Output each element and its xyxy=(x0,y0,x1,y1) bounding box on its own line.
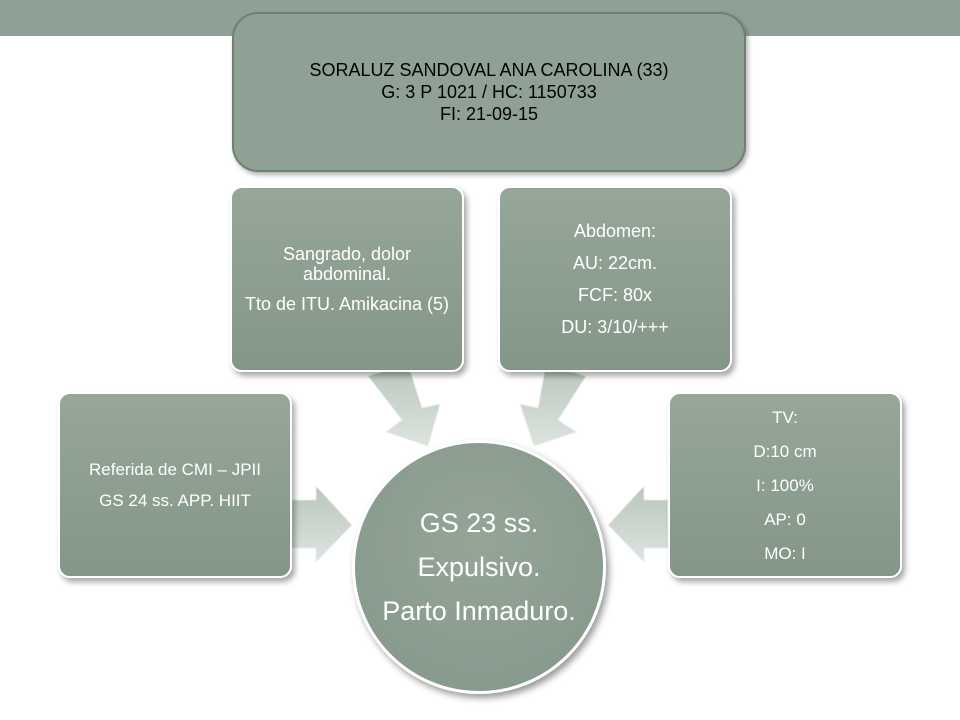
referral-box xyxy=(58,392,292,578)
abdomen-title: Abdomen: xyxy=(573,221,657,241)
tv-title: TV: xyxy=(772,407,798,427)
abdomen-du: DU: 3/10/+++ xyxy=(561,317,669,337)
diagnosis-circle xyxy=(352,440,606,694)
abdomen-au: AU: 22cm. xyxy=(572,253,658,273)
abdomen-fcf: FCF: 80x xyxy=(577,285,652,305)
gestational-age: GS 23 ss. xyxy=(419,508,539,538)
arrow-left-to-center xyxy=(292,486,352,562)
tv-effacement: I: 100% xyxy=(756,475,814,495)
patient-admission-date: FI: 21-09-15 xyxy=(439,104,539,124)
patient-name: SORALUZ SANDOVAL ANA CAROLINA (33) xyxy=(309,60,669,80)
symptoms-text: Sangrado, dolor abdominal. xyxy=(282,244,412,284)
referral-origin: Referida de CMI – JPII xyxy=(89,460,261,479)
arrow-abdomen-to-center xyxy=(520,364,586,446)
referral-history: GS 24 ss. APP. HIIT xyxy=(99,491,251,510)
arrow-symptoms-to-center xyxy=(368,364,440,446)
treatment-text: Tto de ITU. Amikacina (5) xyxy=(244,294,450,314)
abdomen-exam-box xyxy=(498,186,732,372)
tv-dilation: D:10 cm xyxy=(753,441,817,461)
tv-membranes: MO: I xyxy=(764,543,806,563)
tv-station: AP: 0 xyxy=(764,509,806,529)
patient-obstetric-history: G: 3 P 1021 / HC: 1150733 xyxy=(381,82,597,102)
vaginal-exam-box xyxy=(668,392,902,578)
symptoms-box xyxy=(230,186,464,372)
patient-header-box xyxy=(232,12,746,172)
arrow-tv-to-center xyxy=(608,486,668,562)
labor-stage: Expulsivo. xyxy=(417,552,541,582)
diagnosis-text: Parto Inmaduro. xyxy=(382,596,576,626)
